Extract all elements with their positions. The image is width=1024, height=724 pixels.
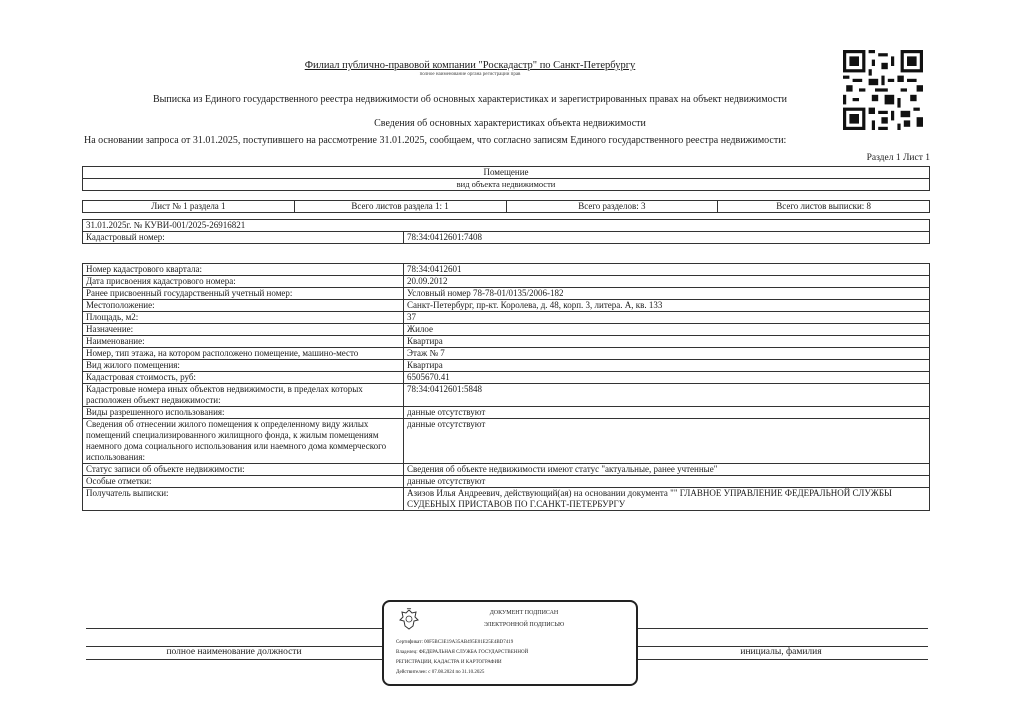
sheets-table xyxy=(82,200,930,213)
table-row xyxy=(83,324,930,336)
object-type: Помещение xyxy=(83,167,930,179)
object-type-table xyxy=(82,166,930,191)
table-row xyxy=(83,407,930,419)
registration-number: 31.01.2025г. № КУВИ-001/2025-26916821 xyxy=(83,220,930,232)
row-label: Наименование: xyxy=(83,336,404,348)
table-row xyxy=(83,476,930,488)
signature-certificate: Сертификат: 00F5BC3E19A35AB495E01E25E4BD7419 xyxy=(396,640,514,645)
table-row xyxy=(83,336,930,348)
row-label: Кадастровая стоимость, руб: xyxy=(83,372,404,384)
row-label: Номер кадастрового квартала: xyxy=(83,264,404,276)
row-label: Статус записи об объекте недвижимости: xyxy=(83,464,404,476)
section-label: Раздел 1 Лист 1 xyxy=(866,153,930,163)
signature-title xyxy=(424,610,624,628)
signature-owner-line2: РЕГИСТРАЦИИ, КАДАСТРА И КАРТОГРАФИИ xyxy=(396,660,502,665)
row-label: Назначение: xyxy=(83,324,404,336)
sheets-in-section: Всего листов раздела 1: 1 xyxy=(294,201,506,213)
row-label: Местоположение: xyxy=(83,300,404,312)
document-title: Выписка из Единого государственного реестра недвижимости об основных характеристиках и зарегистрированных правах на объект недвижимости xyxy=(152,94,787,105)
signature-validity: Действителен: с 07.08.2024 по 31.10.2025 xyxy=(396,670,485,675)
table-row xyxy=(83,464,930,476)
row-value: данные отсутствуют xyxy=(404,476,930,488)
intro-text: На основании запроса от 31.01.2025, поступившего на рассмотрение 31.01.2025, сообщаем, что согласно записям Единого государственного реестра недвижимости: xyxy=(84,135,787,146)
row-label: Вид жилого помещения: xyxy=(83,360,404,372)
signature-title-line1: ДОКУМЕНТ ПОДПИСАН xyxy=(489,610,559,616)
branch-name: Филиал публично-правовой компании "Роскадастр" по Санкт-Петербургу xyxy=(304,60,636,71)
row-value: Жилое xyxy=(404,324,930,336)
row-label: Особые отметки: xyxy=(83,476,404,488)
table-row xyxy=(83,384,930,407)
table-row xyxy=(83,488,930,511)
object-type-caption: вид объекта недвижимости xyxy=(83,179,930,191)
document-subtitle: Сведения об основных характеристиках объекта недвижимости xyxy=(374,118,646,129)
row-value: Санкт-Петербург, пр-кт. Королева, д. 48, корп. 3, литера. А, кв. 133 xyxy=(404,300,930,312)
table-row xyxy=(83,348,930,360)
name-caption: инициалы, фамилия xyxy=(740,647,822,657)
row-value: Сведения об объекте недвижимости имеют статус "актуальные, ранее учтенные" xyxy=(404,464,930,476)
row-value: Квартира xyxy=(404,360,930,372)
row-label: Дата присвоения кадастрового номера: xyxy=(83,276,404,288)
row-value: данные отсутствуют xyxy=(404,407,930,419)
cadastral-number-label: Кадастровый номер: xyxy=(83,232,404,244)
table-row xyxy=(83,419,930,464)
row-value: 78:34:0412601 xyxy=(404,264,930,276)
coat-of-arms-icon xyxy=(398,608,420,632)
row-value: Азизов Илья Андреевич, действующий(ая) на основании документа "" ГЛАВНОЕ УПРАВЛЕНИЕ ФЕДЕРАЛЬНОЙ СЛУЖБЫ СУДЕБНЫХ ПРИСТАВОВ ПО Г.САНКТ-ПЕТЕРБУРГУ xyxy=(404,488,930,511)
sections-total: Всего разделов: 3 xyxy=(506,201,718,213)
table-row xyxy=(83,264,930,276)
row-label: Виды разрешенного использования: xyxy=(83,407,404,419)
position-caption: полное наименование должности xyxy=(166,647,302,657)
row-label: Номер, тип этажа, на котором расположено помещение, машино-место xyxy=(83,348,404,360)
row-label: Площадь, м2: xyxy=(83,312,404,324)
branch-caption: полное наименование органа регистрации прав xyxy=(419,72,521,77)
row-value: 20.09.2012 xyxy=(404,276,930,288)
cadastral-number-value: 78:34:0412601:7408 xyxy=(404,232,930,244)
row-value: Квартира xyxy=(404,336,930,348)
row-label: Сведения об отнесении жилого помещения к определенному виду жилых помещений специализированного жилищного фонда, к жилым помещениям наемного дома социального использования или наемного дома коммерческого использования: xyxy=(83,419,404,464)
qr-code-icon xyxy=(843,50,923,130)
table-row xyxy=(83,276,930,288)
row-label: Получатель выписки: xyxy=(83,488,404,511)
registration-table xyxy=(82,219,930,244)
row-value: Условный номер 78-78-01/0135/2006-182 xyxy=(404,288,930,300)
characteristics-table xyxy=(82,263,930,511)
sheets-total: Всего листов выписки: 8 xyxy=(718,201,930,213)
sheet-number: Лист № 1 раздела 1 xyxy=(83,201,295,213)
row-value: данные отсутствуют xyxy=(404,419,930,464)
row-value: Этаж № 7 xyxy=(404,348,930,360)
table-row xyxy=(83,300,930,312)
row-label: Ранее присвоенный государственный учетный номер: xyxy=(83,288,404,300)
table-row xyxy=(83,360,930,372)
row-value: 6505670.41 xyxy=(404,372,930,384)
table-row xyxy=(83,372,930,384)
row-value: 37 xyxy=(404,312,930,324)
signature-owner-line1: Владелец: ФЕДЕРАЛЬНАЯ СЛУЖБА ГОСУДАРСТВЕННОЙ xyxy=(396,650,529,655)
signature-title-line2: ЭЛЕКТРОННОЙ ПОДПИСЬЮ xyxy=(483,622,565,628)
electronic-signature-stamp xyxy=(382,600,638,686)
table-row xyxy=(83,312,930,324)
table-row xyxy=(83,288,930,300)
row-label: Кадастровые номера иных объектов недвижимости, в пределах которых расположен объект недвижимости: xyxy=(83,384,404,407)
row-value: 78:34:0412601:5848 xyxy=(404,384,930,407)
